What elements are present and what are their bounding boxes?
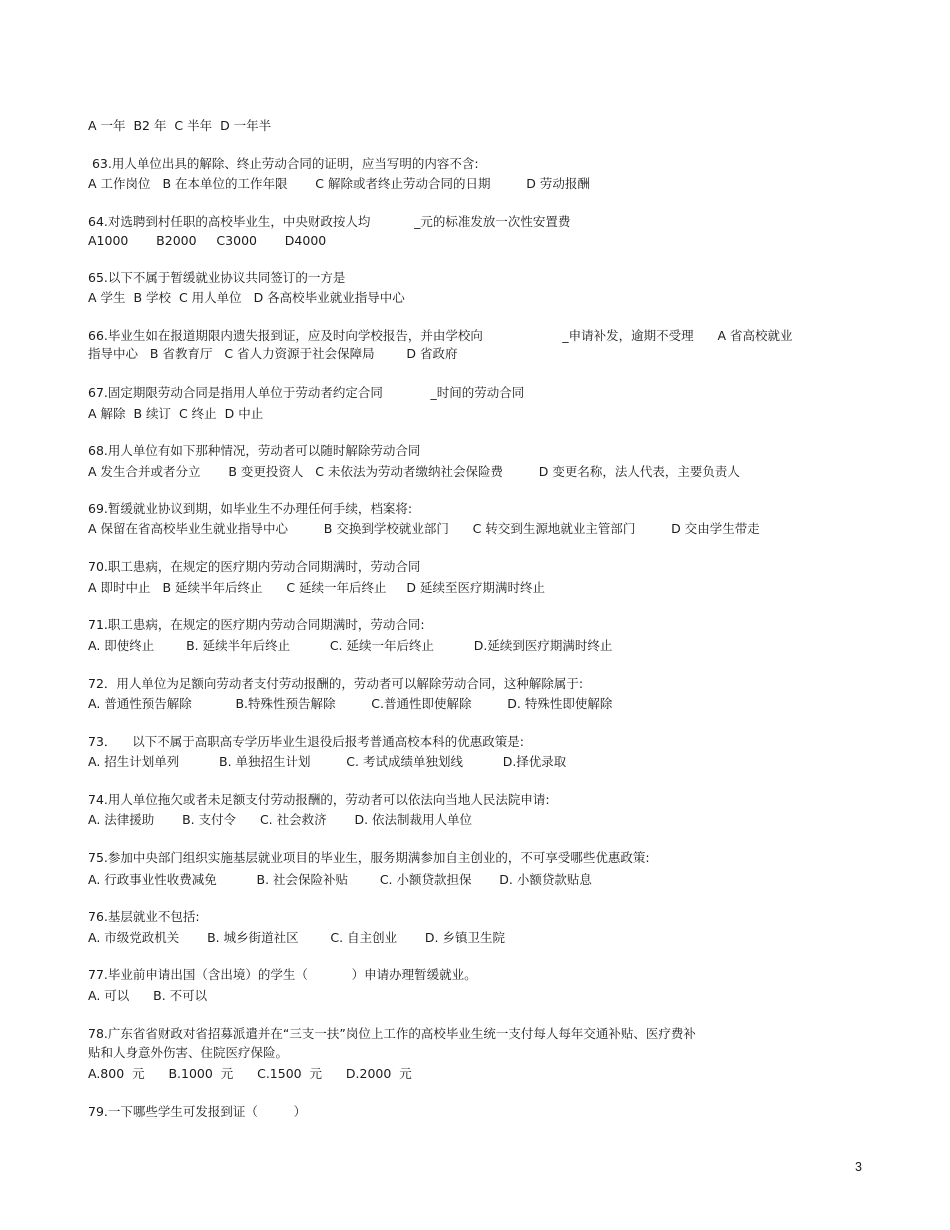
question-75: 75.参加中央部门组织实施基层就业项目的毕业生，服务期满参加自主创业的，不可享受哪些优惠政策: — [88, 850, 650, 865]
question-79: 79.一下哪些学生可发报到证（ ） — [88, 1104, 307, 1119]
options-69: A 保留在省高校毕业生就业指导中心 B 交换到学校就业部门 C 转交到生源地就业主管部门 D 交由学生带走 — [88, 521, 760, 536]
options-75: A. 行政事业性收费减免 B. 社会保险补贴 C. 小额贷款担保 D. 小额贷款贴息 — [88, 872, 592, 887]
question-69: 69.暂缓就业协议到期，如毕业生不办理任何手续，档案将: — [88, 501, 413, 516]
question-64: 64.对选聘到村任职的高校毕业生，中央财政按人均 _元的标准发放一次性安置费 — [88, 214, 571, 229]
options-70: A 即时中止 B 延续半年后终止 C 延续一年后终止 D 延续至医疗期满时终止 — [88, 580, 546, 595]
options-77: A. 可以 B. 不可以 — [88, 988, 208, 1003]
question-68: 68.用人单位有如下那种情况，劳动者可以随时解除劳动合同 — [88, 443, 421, 458]
options-64: A1000 B2000 C3000 D4000 — [88, 233, 327, 248]
options-78: A.800 元 B.1000 元 C.1500 元 D.2000 元 — [88, 1066, 412, 1081]
question-77: 77.毕业前申请出国（含出境）的学生（ ）申请办理暂缓就业。 — [88, 967, 477, 982]
question-73: 73． 以下不属于高职高专学历毕业生退役后报考普通高校本科的优惠政策是: — [88, 734, 525, 749]
text-line: A 一年 B2 年 C 半年 D 一年半 — [88, 118, 272, 133]
question-67: 67.固定期限劳动合同是指用人单位于劳动者约定合同 _时间的劳动合同 — [88, 385, 525, 400]
question-74: 74.用人单位拖欠或者未足额支付劳动报酬的，劳动者可以依法向当地人民法院申请: — [88, 792, 550, 807]
question-63: 63.用人单位出具的解除、终止劳动合同的证明，应当写明的内容不含: — [88, 156, 479, 171]
question-65: 65.以下不属于暂缓就业协议共同签订的一方是 — [88, 270, 346, 285]
options-66: 指导中心 B 省教育厅 C 省人力资源于社会保障局 D 省政府 — [88, 346, 458, 361]
options-71: A. 即使终止 B. 延续半年后终止 C. 延续一年后终止 D.延续到医疗期满时终止 — [88, 638, 613, 653]
question-78: 78.广东省省财政对省招募派遣并在“三支一扶”岗位上工作的高校毕业生统一支付每人每年交通补贴、医疗费补 — [88, 1026, 696, 1041]
options-63: A 工作岗位 B 在本单位的工作年限 C 解除或者终止劳动合同的日期 D 劳动报酬 — [88, 176, 590, 191]
options-73: A. 招生计划单列 B. 单独招生计划 C. 考试成绩单独划线 D.择优录取 — [88, 754, 567, 769]
question-76: 76.基层就业不包括: — [88, 909, 200, 924]
options-68: A 发生合并或者分立 B 变更投资人 C 未依法为劳动者缴纳社会保险费 D 变更名称，法人代表，主要负责人 — [88, 464, 740, 479]
options-76: A. 市级党政机关 B. 城乡街道社区 C. 自主创业 D. 乡镇卫生院 — [88, 930, 505, 945]
question-66: 66.毕业生如在报道期限内遗失报到证，应及时向学校报告，并由学校向 _申请补发，逾期不受理 A 省高校就业 — [88, 328, 793, 343]
question-71: 71.职工患病，在规定的医疗期内劳动合同期满时，劳动合同: — [88, 617, 425, 632]
options-65: A 学生 B 学校 C 用人单位 D 各高校毕业就业指导中心 — [88, 290, 405, 305]
page-number: 3 — [855, 1160, 862, 1174]
question-70: 70.职工患病，在规定的医疗期内劳动合同期满时，劳动合同 — [88, 559, 421, 574]
question-72: 72．用人单位为足额向劳动者支付劳动报酬的，劳动者可以解除劳动合同，这种解除属于: — [88, 676, 584, 691]
options-72: A. 普通性预告解除 B.特殊性预告解除 C.普通性即使解除 D. 特殊性即使解除 — [88, 696, 613, 711]
options-74: A. 法律援助 B. 支付令 C. 社会救济 D. 依法制裁用人单位 — [88, 812, 473, 827]
options-67: A 解除 B 续订 C 终止 D 中止 — [88, 406, 264, 421]
question-78-cont: 贴和人身意外伤害、住院医疗保险。 — [88, 1045, 289, 1060]
